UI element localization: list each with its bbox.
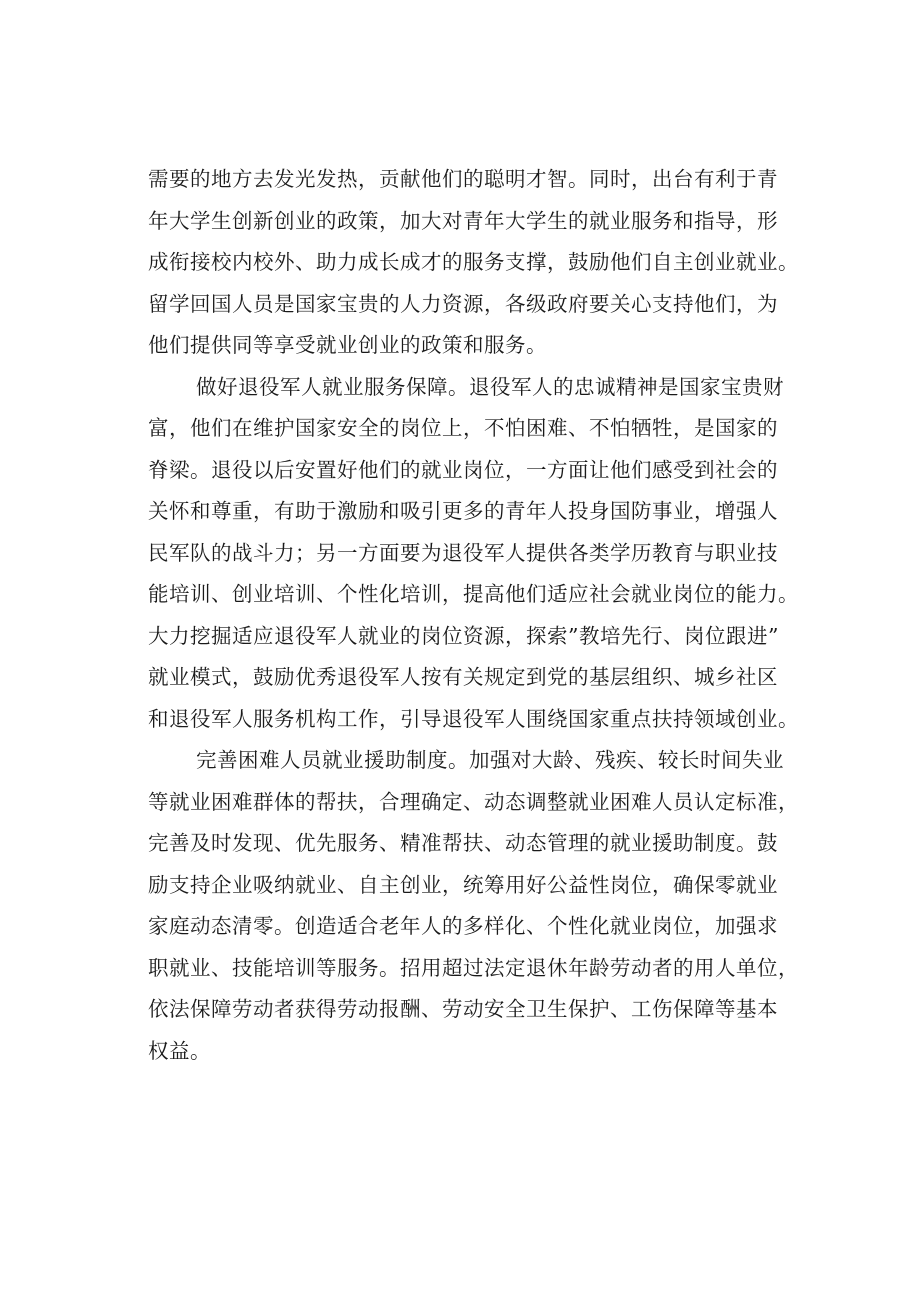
document-body bbox=[148, 159, 808, 1072]
paragraph-graduates-continued bbox=[148, 159, 808, 367]
text-line: 关怀和尊重，有助于激励和吸引更多的青年人投身国防事业，增强人 bbox=[148, 499, 778, 523]
text-line: 家庭动态清零。创造适合老年人的多样化、个性化就业岗位，加强求 bbox=[148, 914, 778, 938]
text-line: 权益。 bbox=[148, 1038, 211, 1063]
text-line: 和退役军人服务机构工作，引导退役军人围绕国家重点扶持领域创业。 bbox=[148, 706, 799, 731]
paragraph-veterans bbox=[148, 367, 808, 741]
text-line: 需要的地方去发光发热，贡献他们的聪明才智。同时，出台有利于青 bbox=[148, 167, 778, 191]
text-line: 依法保障劳动者获得劳动报酬、劳动安全卫生保护、工伤保障等基本 bbox=[148, 997, 778, 1021]
text-line: 做好退役军人就业服务保障。退役军人的忠诚精神是国家宝贵财 bbox=[196, 374, 784, 399]
text-line: 能培训、创业培训、个性化培训，提高他们适应社会就业岗位的能力。 bbox=[148, 582, 799, 606]
text-line: 脊梁。退役以后安置好他们的就业岗位，一方面让他们感受到社会的 bbox=[148, 457, 778, 482]
text-line: 励支持企业吸纳就业、自主创业，统筹用好公益性岗位，确保零就业 bbox=[148, 872, 778, 897]
text-line: 富，他们在维护国家安全的岗位上，不怕困难、不怕牺牲，是国家的 bbox=[148, 416, 778, 440]
text-line: 职就业、技能培训等服务。招用超过法定退休年龄劳动者的用人单位， bbox=[148, 955, 799, 980]
text-line: 就业模式，鼓励优秀退役军人按有关规定到党的基层组织、城乡社区 bbox=[148, 665, 778, 689]
text-line: 大力挖掘适应退役军人就业的岗位资源，探索”教培先行、岗位跟进” bbox=[148, 623, 779, 648]
text-line: 等就业困难群体的帮扶，合理确定、动态调整就业困难人员认定标准， bbox=[148, 789, 799, 814]
text-line: 完善及时发现、优先服务、精准帮扶、动态管理的就业援助制度。鼓 bbox=[148, 831, 778, 855]
paragraph-employment-assistance bbox=[148, 740, 808, 1072]
text-line: 年大学生创新创业的政策，加大对青年大学生的就业服务和指导，形 bbox=[148, 208, 778, 233]
text-line: 他们提供同等享受就业创业的政策和服务。 bbox=[148, 333, 547, 357]
text-line: 成衔接校内校外、助力成长成才的服务支撑，鼓励他们自主创业就业。 bbox=[148, 250, 799, 274]
text-line: 留学回国人员是国家宝贵的人力资源，各级政府要关心支持他们，为 bbox=[148, 291, 778, 316]
text-line: 民军队的战斗力；另一方面要为退役军人提供各类学历教育与职业技 bbox=[148, 540, 778, 565]
text-line: 完善困难人员就业援助制度。加强对大龄、残疾、较长时间失业 bbox=[196, 748, 784, 772]
